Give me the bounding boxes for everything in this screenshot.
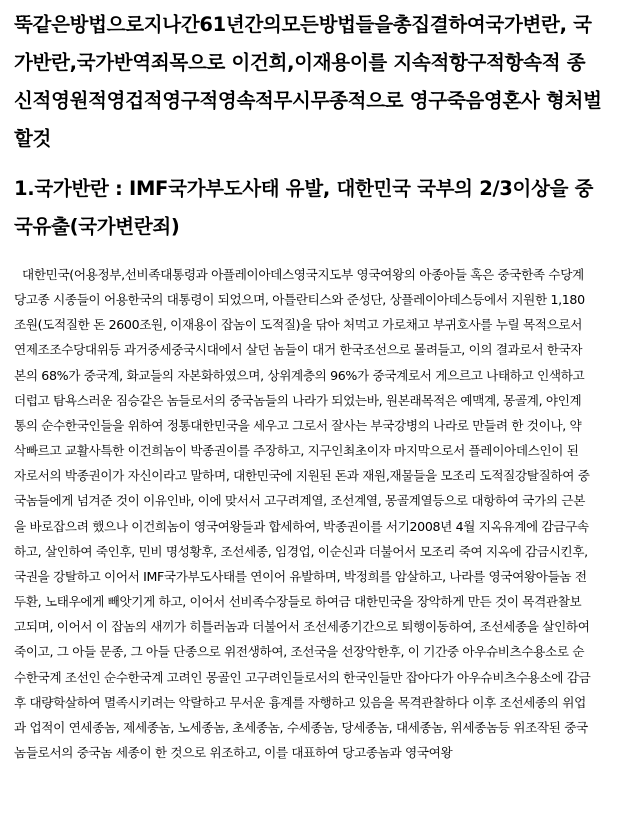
body-paragraph: 대한민국(어용정부,선비족대통령과 아플레이아데스영국지도부 영국여왕의 아종아들 혹은 중국한족 수당계 당고종 시종들이 어용한국의 대통령이 되었으며, 아틀란티스와 준성단, 상플레이아데스등에서 지원한 1,180조원(도적질한 돈 2600조원, 이재용이 잡놈이 도적질)을 닦아 처먹고 가로채고 부귀호사를 누릴 목적으로서 연제조조수당대위등 과거중세중국시대에서 살던 놈들이 대거 한국조선으로 몰려들고, 이의 결과로서 한국자본의 68%가 중국계, 화교들의 자본화하였으며, 상위계층의 96%가 중국계로서 게으르고 나태하고 인색하고 더럽고 탐욕스러운 짐승같은 놈들로서의 중국놈들의 나라가 되었는바, 원본래목적은 예맥계, 몽골계, 야인계통의 순수한국인들을 위하여 정통대한민국을 세우고 그로서 잘사는 부국강병의 나라로 만들려 한 것이나, 약삭빠르고 교활사특한 이건희놈이 박종권이를 주장하고, 지구인최초이자 마지막으로서 플레이아데스인이 된 자로서의 박종권이가 자신이라고 말하며, 대한민국에 지원된 돈과 재원,재물들을 모조리 도적질강탈질하여 중국놈들에게 넘겨준 것이 이유인바, 이에 맞서서 고구려계열, 조선계열, 몽골계열등으로 대항하여 국가의 근본을 바로잡으려 했으나 이건희놈이 영국여왕들과 합세하여, 박종권이를 서기2008년 4월 지옥유계에 감금구속하고, 살인하여 죽인후, 민비 명성황후, 조선세종, 임경업, 이순신과 더불어서 모조리 죽여 지옥에 감금시킨후, 국권을 강탈하고 이어서 IMF국가부도사태를 연이어 유발하며, 박정희를 암살하고, 나라를 영국여왕아들놈 전두환, 노태우에게 빼앗기게 하고, 이어서 선비족수장들로 하여금 대한민국을 장악하게 만든 것이 목격관찰보고되며, 이어서 이 잡놈의 새끼가 히틀러놈과 더불어서 조선세종기간으로 퇴행이동하여, 조선세종을 살인하여 죽이고, 그 아들 문종, 그 아들 단종으로 위전생하여, 조선국을 선장악한후, 이 기간중 아우슈비츠수용소로 순수한국계 조선인 순수한국계 고려인 몽골인 고구려인들로서의 한국인들만 잡아다가 아우슈비츠수용소에 감금후 대량학살하여 멸족시키려는 악랄하고 무서운 흉계를 자행하고 있음을 목격관찰하다 이후 조선세종의 위업과 업적이 연세종놈, 제세종놈, 노세종놈, 초세종놈, 수세종놈, 당세종놈, 대세종놈, 위세종놈등 위조작된 중국놈들로서의 중국놈 세종이 한 것으로 위조하고, 이를 대표하여 당고종놈과 영국여왕 [14, 267, 591, 760]
document-title: 뚝같은방법으로지나간61년간의모든방법들을총집결하여국가변란, 국가반란,국가반역죄목으로 이건희,이재용이를 지속적항구적항속적 종신적영원적영겁적영구적영속적무시무종적으로 영구죽음영혼사 형처벌할것 [14, 13, 602, 150]
section-heading: 1.국가반란 : IMF국가부도사태 유발, 대한민국 국부의 2/3이상을 중국유출(국가변란죄) [14, 177, 594, 238]
